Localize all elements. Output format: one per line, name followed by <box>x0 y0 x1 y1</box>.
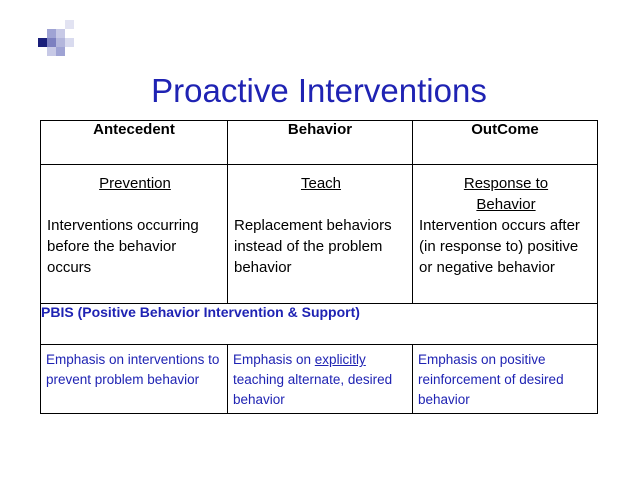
slide-title: Proactive Interventions <box>151 72 487 109</box>
emphasis-row <box>41 345 598 414</box>
emphasis-behavior-prefix: Emphasis on <box>233 352 315 367</box>
emphasis-antecedent-cell <box>41 345 228 414</box>
emphasis-behavior-suffix: teaching alternate, desired behavior <box>233 372 393 407</box>
pbis-row <box>41 304 598 345</box>
emphasis-antecedent-text: Emphasis on interventions to prevent problem behavior <box>46 352 220 387</box>
emphasis-outcome-cell <box>413 345 598 414</box>
antecedent-cell <box>41 165 228 304</box>
behavior-heading: Teach <box>300 175 342 192</box>
outcome-text: Intervention occurs after (in response to) positive or negative behavior <box>419 217 580 276</box>
antecedent-text: Interventions occurring before the behavior occurs <box>47 217 199 276</box>
header-antecedent: Antecedent <box>41 121 228 165</box>
pbis-label: PBIS (Positive Behavior Intervention & Support) <box>41 304 598 345</box>
interventions-table <box>40 120 598 414</box>
slide-logo-squares-icon <box>0 0 90 70</box>
header-outcome: OutCome <box>413 121 598 165</box>
outcome-heading: Response to Behavior <box>463 175 549 213</box>
table-header-row <box>41 121 598 165</box>
description-row <box>41 165 598 304</box>
outcome-cell <box>413 165 598 304</box>
emphasis-behavior-text <box>228 345 412 410</box>
emphasis-behavior-cell <box>228 345 413 414</box>
emphasis-behavior-underlined: explicitly <box>314 352 366 367</box>
header-behavior: Behavior <box>228 121 413 165</box>
behavior-text: Replacement behaviors instead of the problem behavior <box>234 217 392 276</box>
emphasis-outcome-text: Emphasis on positive reinforcement of desired behavior <box>418 352 564 407</box>
behavior-cell <box>228 165 413 304</box>
antecedent-heading: Prevention <box>99 175 171 192</box>
